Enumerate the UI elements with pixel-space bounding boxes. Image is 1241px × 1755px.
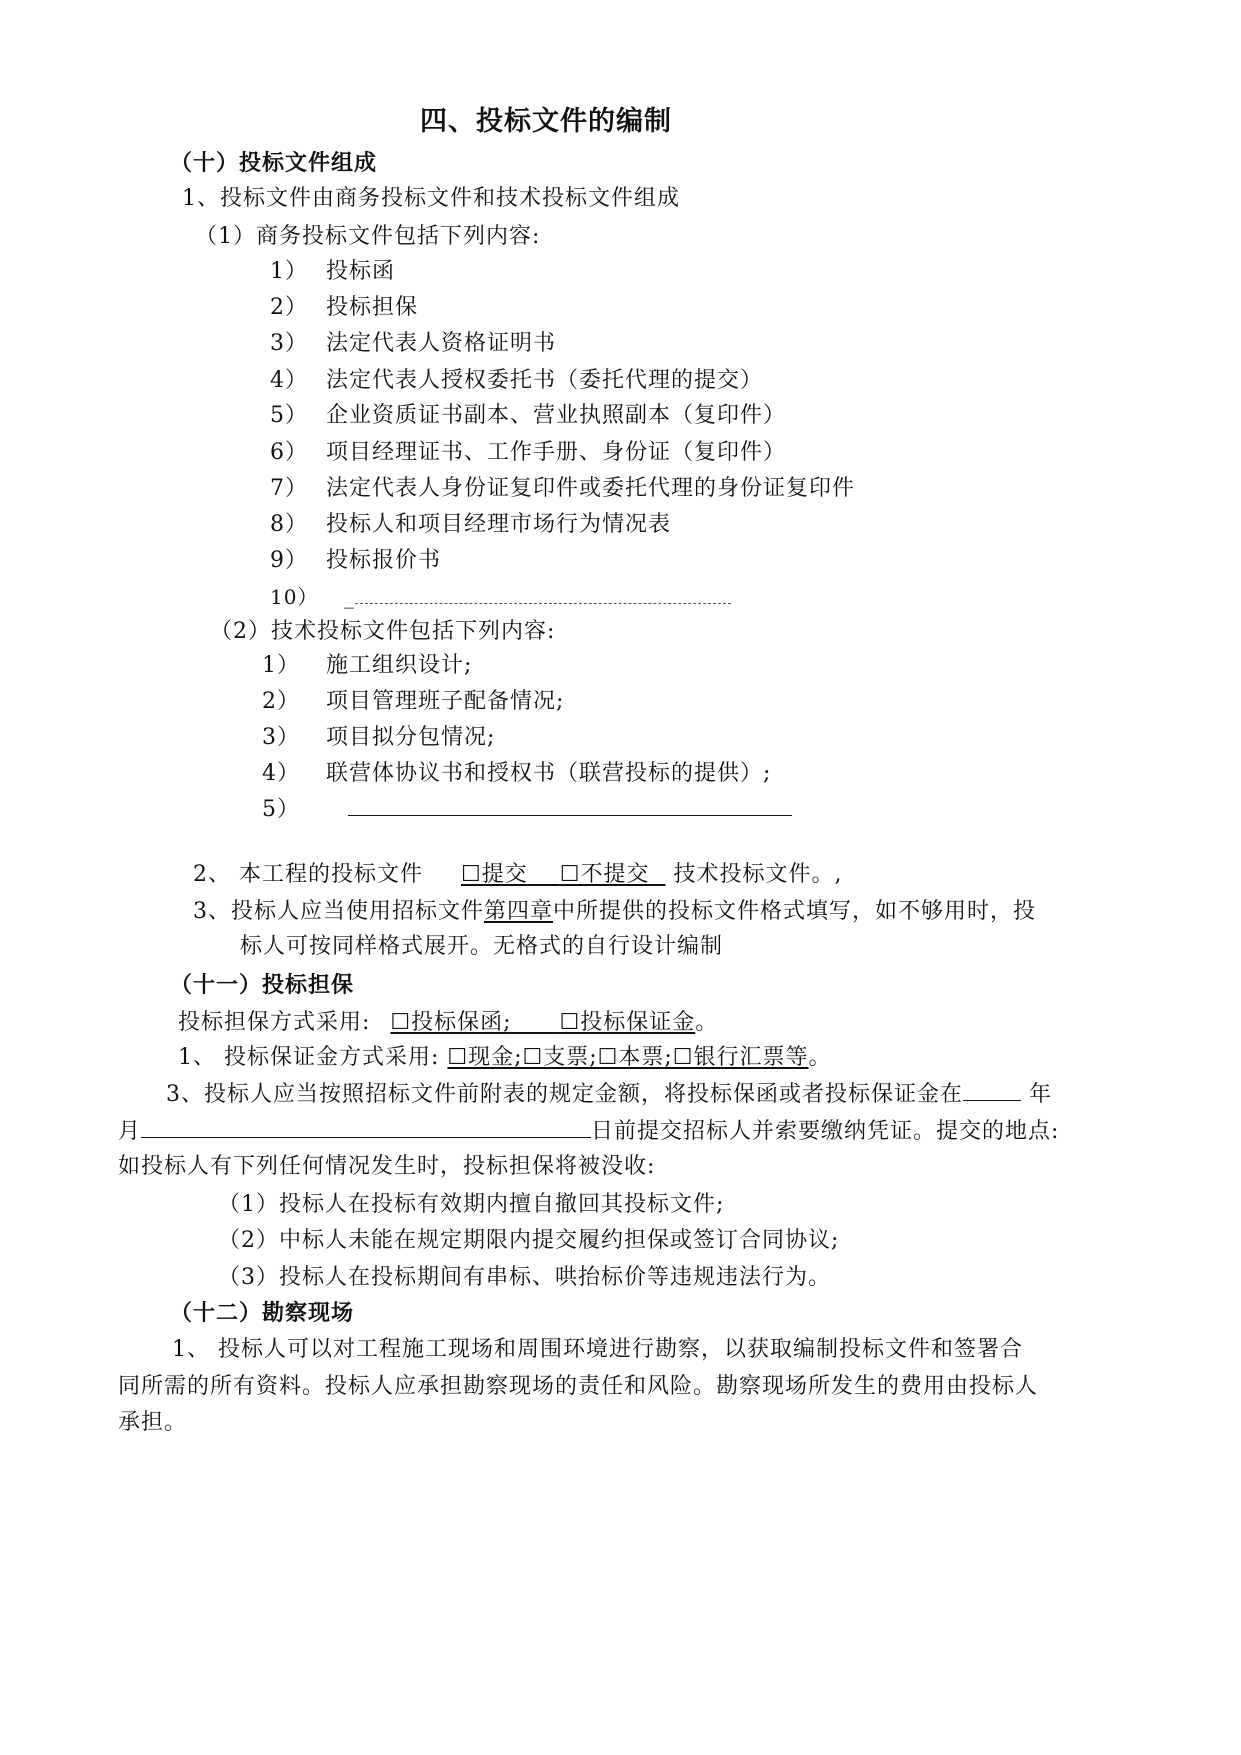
list-item: 1） 施工组织设计; [262, 653, 473, 678]
list-item: 1） 投标函 [270, 259, 396, 284]
list-item: 9） 投标报价书 [270, 548, 442, 573]
list-item: 2） 投标担保 [270, 295, 419, 320]
chapter-four-link: 第四章 [484, 899, 554, 924]
s10-paragraph-2: 2、 本工程的投标文件 ☐提交 ☐不提交 技术投标文件。, [193, 862, 843, 887]
list-item: 4） 联营体协议书和授权书（联营投标的提供）; [262, 761, 772, 786]
s11-paragraph-3-line3: 如投标人有下列任何情况发生时，投标担保将被没收: [118, 1154, 656, 1179]
list-item: 3） 法定代表人资格证明书 [270, 331, 557, 356]
s12-paragraph-1-line2: 同所需的所有资料。投标人应承担勘察现场的责任和风险。勘察现场所发生的费用由投标人 [118, 1374, 1039, 1399]
list-item: 3） 项目拟分包情况; [262, 725, 496, 750]
list-item: 5） 企业资质证书副本、营业执照副本（复印件） [270, 403, 787, 428]
page-title: 四、投标文件的编制 [420, 106, 672, 137]
fill-in-blank [355, 585, 731, 604]
list-item: 10） _ [270, 582, 731, 612]
submit-option: ☐提交 [461, 862, 528, 887]
section-12-heading: （十二）勘察现场 [170, 1300, 355, 1326]
section-10-heading: （十）投标文件组成 [170, 150, 378, 176]
s10-paragraph-3-cont: 标人可按同样格式展开。无格式的自行设计编制 [240, 934, 724, 959]
bid-bond-option: ☐投标保证金 [559, 1010, 696, 1035]
list-item: 4） 法定代表人授权委托书（委托代理的提交） [270, 368, 764, 393]
bid-letter-option: ☐投标保函; [390, 1010, 512, 1035]
list-item: 7） 法定代表人身份证复印件或委托代理的身份证复印件 [270, 476, 856, 501]
not-submit-option: ☐不提交 [559, 862, 650, 887]
year-blank [963, 1080, 1021, 1101]
s10-paragraph-3: 3、投标人应当使用招标文件第四章中所提供的投标文件格式填写，如不够用时，投 [193, 899, 1037, 924]
section-11-heading: （十一）投标担保 [170, 972, 355, 998]
s11-paragraph-3: 3、投标人应当按照招标文件前附表的规定金额，将投标保函或者投标保证金在 年 [166, 1082, 1053, 1107]
forfeit-case: （1）投标人在投标有效期内擅自撤回其投标文件; [218, 1192, 725, 1217]
commercial-intro: （1）商务投标文件包括下列内容: [195, 224, 541, 249]
list-item: 8） 投标人和项目经理市场行为情况表 [270, 512, 672, 537]
date-blank [141, 1117, 591, 1138]
list-item: 6） 项目经理证书、工作手册、身份证（复印件） [270, 440, 787, 465]
technical-intro: （2）技术投标文件包括下列内容: [210, 619, 556, 644]
s11-paragraph-3-line2: 月 日前提交招标人并索要缴纳凭证。提交的地点: [118, 1119, 1060, 1144]
list-item: 5） [262, 795, 792, 825]
s12-paragraph-1: 1、 投标人可以对工程施工现场和周围环境进行勘察，以获取编制投标文件和签署合 [172, 1337, 1023, 1362]
payment-options: ☐现金;☐支票;☐本票;☐银行汇票等 [447, 1045, 809, 1070]
list-item: 2） 项目管理班子配备情况; [262, 689, 565, 714]
guarantee-method: 投标担保方式采用: ☐投标保函; ☐投标保证金。 [178, 1010, 719, 1035]
s10-paragraph-1: 1、投标文件由商务投标文件和技术投标文件组成 [182, 186, 680, 211]
fill-in-blank [348, 795, 792, 816]
s12-paragraph-1-line3: 承担。 [118, 1410, 188, 1435]
forfeit-case: （2）中标人未能在规定期限内提交履约担保或签订合同协议; [218, 1228, 840, 1253]
forfeit-case: （3）投标人在投标期间有串标、哄抬标价等违规违法行为。 [218, 1265, 831, 1290]
bond-method: 1、 投标保证金方式采用: ☐现金;☐支票;☐本票;☐银行汇票等。 [178, 1045, 832, 1070]
